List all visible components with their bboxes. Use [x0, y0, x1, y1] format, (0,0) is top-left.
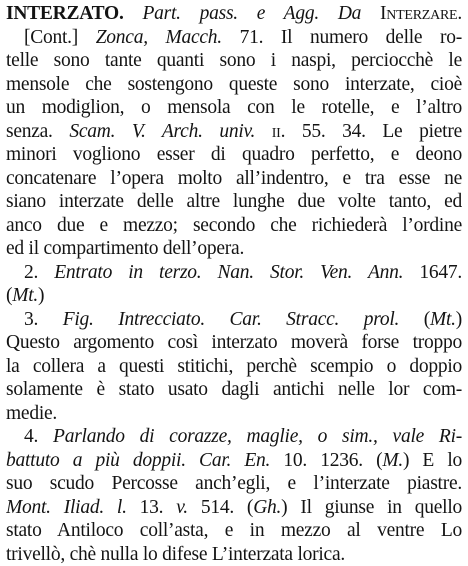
cross-reference: Interzare.	[380, 3, 462, 24]
text-run: solamente è stato usato dagli antichi nelle lor com-	[6, 379, 462, 400]
entry-text-line	[6, 214, 462, 238]
text-run: v.	[176, 497, 188, 518]
entry-text-line	[6, 308, 462, 332]
entry-text-line	[6, 284, 462, 308]
text-run: stato Antiloco coll’asta, e in mezzo al ventre Lo	[6, 520, 462, 541]
text-run: . 55. 34. Le pietre	[281, 121, 462, 142]
entry-text-line	[6, 355, 462, 379]
text-run: 10. 1236. (	[270, 450, 382, 471]
entry-text-line	[6, 378, 462, 402]
entry-text-line	[6, 237, 462, 261]
headword: INTERZATO.	[6, 3, 124, 24]
text-run: 2.	[24, 262, 54, 283]
text-run: ) E lo	[403, 450, 462, 471]
text-run: medie.	[6, 403, 57, 424]
text-run: concatenare l’opera molto all’indentro, e tra esse ne	[6, 168, 462, 189]
text-run: trivellò, chè nulla lo difese L’interzata lorica.	[6, 544, 345, 565]
entry-text-line	[6, 543, 462, 566]
text-run: Zonca, Macch.	[96, 27, 222, 48]
entry-text-line	[6, 96, 462, 120]
entry-text-line	[6, 472, 462, 496]
text-run: Fig. Intrecciato. Car. Stracc. prol.	[63, 309, 399, 330]
entry-text-line	[6, 331, 462, 355]
text-run: ii	[272, 121, 281, 142]
text-run: Parlando di corazze, maglie, o sim., vale Ri-	[53, 426, 462, 447]
entry-text-line	[6, 496, 462, 520]
entry-text-line	[6, 425, 462, 449]
text-run: [Cont.]	[24, 27, 96, 48]
text-run: telle sono tante quanti sono i naspi, perciocchè le	[6, 50, 462, 71]
text-run: senza.	[6, 121, 69, 142]
text-run: anco due e mezzo; secondo che richiederà l’ordine	[6, 215, 462, 236]
text-run: mensole che sostengono queste sono interzate, cioè	[6, 74, 462, 95]
entry-body	[6, 26, 462, 566]
text-run: Entrato in terzo. Nan. Stor. Ven. Ann.	[54, 262, 403, 283]
entry-text-line	[6, 167, 462, 191]
text-run: battuto a più doppii. Car. En.	[6, 450, 270, 471]
text-run: 4.	[24, 426, 53, 447]
dictionary-entry	[6, 2, 462, 566]
text-run: Mont. Iliad. l.	[6, 497, 127, 518]
text-run: Questo argomento così interzato moverà forse troppo	[6, 332, 462, 353]
text-run: la collera a questi stitichi, perchè scempio o doppio	[6, 356, 462, 377]
entry-text-line	[6, 49, 462, 73]
text-run: Gh.	[253, 497, 281, 518]
text-run: Scam. V. Arch. univ.	[69, 121, 255, 142]
text-run: ed il compartimento dell’opera.	[6, 238, 244, 259]
entry-heading-line	[6, 2, 462, 26]
entry-text-line	[6, 261, 462, 285]
text-run: 1647.	[403, 262, 462, 283]
entry-text-line	[6, 73, 462, 97]
text-run: ) Il giunse in quello	[281, 497, 462, 518]
entry-text-line	[6, 519, 462, 543]
text-run	[255, 121, 272, 142]
text-run: 13.	[127, 497, 177, 518]
text-run: 71. Il numero delle ro-	[222, 27, 462, 48]
text-run: Mt.	[430, 309, 456, 330]
text-run: suo scudo Percosse anch’egli, e l’interzate piastre.	[6, 473, 462, 494]
text-run: un modiglion, o mensola con le rotelle, e l’altro	[6, 97, 462, 118]
entry-text-line	[6, 120, 462, 144]
entry-text-line	[6, 143, 462, 167]
entry-text-line	[6, 449, 462, 473]
text-run: (	[6, 285, 12, 306]
text-run: (	[399, 309, 430, 330]
text-run: M.	[382, 450, 403, 471]
text-run: siano interzate delle altre lunghe due volte tanto, ed	[6, 191, 462, 212]
entry-text-line	[6, 26, 462, 50]
text-run: Mt.	[12, 285, 38, 306]
text-run: 3.	[24, 309, 63, 330]
entry-text-line	[6, 402, 462, 426]
text-run: minori vogliono esser di quadro perfetto, e deono	[6, 144, 462, 165]
grammatical-definition: Part. pass. e Agg. Da	[142, 3, 361, 24]
text-run: )	[38, 285, 44, 306]
entry-text-line	[6, 190, 462, 214]
text-run: 514. (	[188, 497, 253, 518]
text-run: )	[456, 309, 462, 330]
